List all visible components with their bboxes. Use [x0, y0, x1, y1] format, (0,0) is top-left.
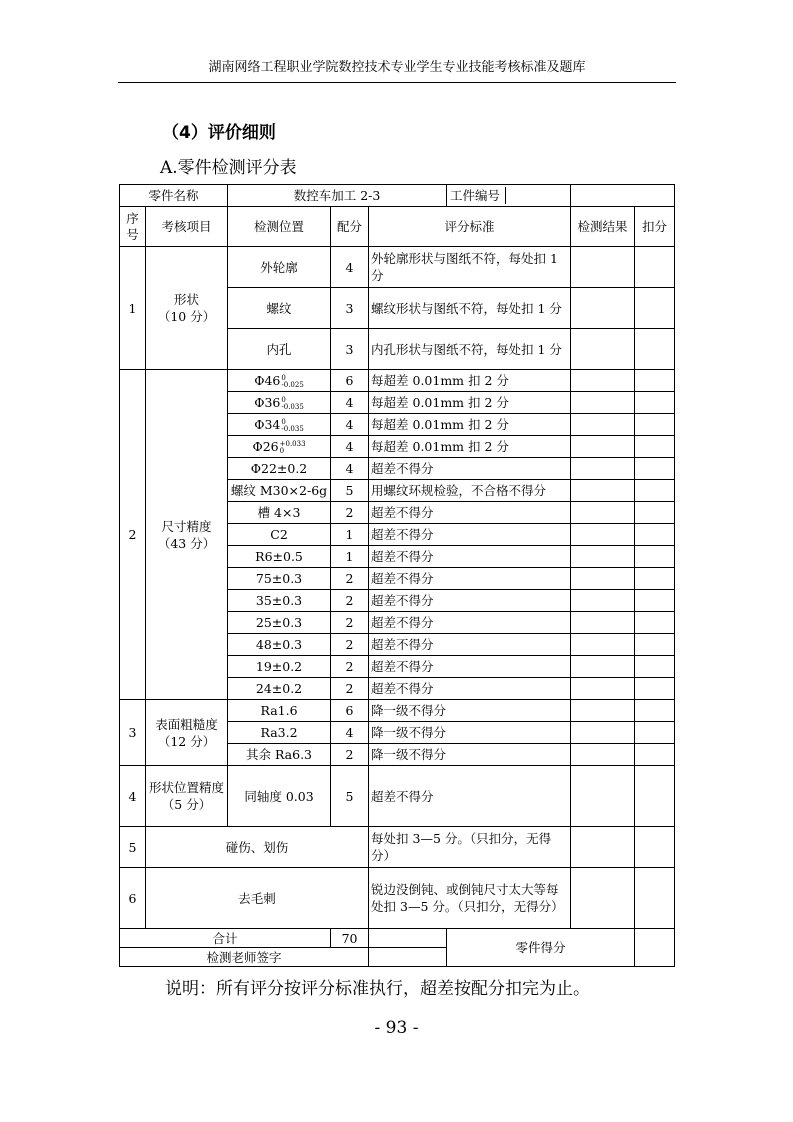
row-deduct[interactable] [635, 766, 675, 827]
row-result[interactable] [571, 288, 635, 329]
page-number: - 93 - [374, 1018, 419, 1038]
row-deduct[interactable] [635, 634, 675, 656]
row-position-text: Φ22±0.2 [250, 461, 308, 476]
row-deduct[interactable] [635, 458, 675, 480]
row-position [228, 656, 331, 678]
row-item [146, 766, 228, 827]
row-position-text: 48±0.3 [255, 637, 303, 652]
row-position-text: 槽 4×3 [257, 505, 301, 520]
row-deduct[interactable] [635, 612, 675, 634]
row-item: 碰伤、划伤 [146, 827, 369, 868]
work-no-label [447, 185, 571, 207]
row-result[interactable] [571, 458, 635, 480]
row-result[interactable] [571, 524, 635, 546]
row-item-name: 表面粗糙度 [155, 716, 218, 732]
row-deduct[interactable] [635, 744, 675, 766]
row-position [228, 414, 331, 436]
work-no-label-text: 工件编号 [447, 187, 507, 204]
row-score: 2 [331, 568, 369, 590]
tolerance-upper: +0.033 [279, 439, 306, 448]
row-result[interactable] [571, 612, 635, 634]
row-score: 4 [331, 722, 369, 744]
row-result[interactable] [571, 868, 635, 929]
row-standard: 降一级不得分 [369, 744, 571, 766]
table-row [120, 868, 675, 929]
row-result[interactable] [571, 392, 635, 414]
row-score: 4 [331, 436, 369, 458]
header-standard: 评分标准 [369, 207, 571, 247]
row-score: 3 [331, 288, 369, 329]
row-deduct[interactable] [635, 568, 675, 590]
row-standard: 超差不得分 [369, 766, 571, 827]
tolerance [281, 419, 303, 433]
row-position [228, 634, 331, 656]
row-result[interactable] [571, 568, 635, 590]
row-standard: 外轮廓形状与图纸不符，每处扣 1 分 [369, 247, 571, 288]
row-standard: 每超差 0.01mm 扣 2 分 [369, 392, 571, 414]
table-row [120, 700, 675, 722]
row-deduct[interactable] [635, 868, 675, 929]
row-position-text: 其余 Ra6.3 [246, 747, 313, 762]
row-standard: 内孔形状与图纸不符，每处扣 1 分 [369, 329, 571, 370]
row-position-text: 螺纹 M30×2-6g [230, 483, 328, 498]
row-deduct[interactable] [635, 480, 675, 502]
row-item-name: 形状 [174, 292, 200, 307]
row-score: 6 [331, 700, 369, 722]
row-result[interactable] [571, 634, 635, 656]
header-score: 配分 [331, 207, 369, 247]
table-row [120, 247, 675, 288]
row-standard: 超差不得分 [369, 634, 571, 656]
row-position [228, 678, 331, 700]
row-deduct[interactable] [635, 502, 675, 524]
subsection-title: A.零件检测评分表 [160, 158, 297, 178]
row-seq: 3 [120, 700, 146, 766]
part-score-value[interactable] [635, 929, 675, 967]
total-blank [369, 929, 447, 948]
row-position-text: 25±0.3 [255, 615, 303, 630]
row-standard: 每超差 0.01mm 扣 2 分 [369, 370, 571, 392]
row-standard: 降一级不得分 [369, 722, 571, 744]
row-standard: 超差不得分 [369, 546, 571, 568]
row-position-text: 内孔 [266, 341, 292, 357]
row-score: 3 [331, 329, 369, 370]
row-position-text: 75±0.3 [255, 571, 303, 586]
row-result[interactable] [571, 414, 635, 436]
total-row [120, 929, 675, 948]
row-standard: 超差不得分 [369, 678, 571, 700]
row-position [228, 502, 331, 524]
tolerance [280, 441, 306, 455]
row-seq: 5 [120, 827, 146, 868]
row-standard: 每处扣 3—5 分。（只扣分，无得分） [369, 827, 571, 868]
part-name-label: 零件名称 [120, 185, 228, 207]
row-position-text: R6±0.5 [255, 549, 303, 564]
row-standard: 超差不得分 [369, 524, 571, 546]
header-position: 检测位置 [228, 207, 331, 247]
row-standard: 超差不得分 [369, 502, 571, 524]
row-score: 1 [331, 546, 369, 568]
tolerance-lower: 0 [279, 446, 285, 455]
row-position-text: Ra1.6 [260, 703, 298, 718]
row-item-points: （10 分） [157, 309, 216, 324]
tolerance [281, 397, 303, 411]
row-result[interactable] [571, 480, 635, 502]
part-score-label: 零件得分 [447, 929, 635, 967]
row-standard: 超差不得分 [369, 656, 571, 678]
row-item-name: 尺寸精度 [161, 518, 212, 534]
row-score: 2 [331, 678, 369, 700]
row-result[interactable] [571, 370, 635, 392]
row-standard: 锐边没倒钝、或倒钝尺寸太大等每处扣 3—5 分。（只扣分，无得分） [369, 868, 571, 929]
row-deduct[interactable] [635, 524, 675, 546]
header-row [120, 207, 675, 247]
row-score: 2 [331, 744, 369, 766]
row-score: 6 [331, 370, 369, 392]
row-standard: 每超差 0.01mm 扣 2 分 [369, 436, 571, 458]
row-score: 2 [331, 590, 369, 612]
row-score: 2 [331, 612, 369, 634]
row-result[interactable] [571, 502, 635, 524]
row-item [146, 370, 228, 700]
row-deduct[interactable] [635, 414, 675, 436]
row-position [228, 568, 331, 590]
row-score: 4 [331, 414, 369, 436]
row-result[interactable] [571, 722, 635, 744]
row-score: 4 [331, 392, 369, 414]
row-deduct[interactable] [635, 247, 675, 288]
row-position-text: 35±0.3 [255, 593, 303, 608]
row-position-text: Φ34 [254, 417, 281, 432]
row-position [228, 612, 331, 634]
row-position-text: Φ26 [252, 439, 279, 454]
row-deduct[interactable] [635, 436, 675, 458]
tolerance-upper: 0 [281, 373, 286, 382]
row-item-points: （43 分） [157, 535, 216, 551]
row-position [228, 329, 331, 370]
row-seq: 6 [120, 868, 146, 929]
row-result[interactable] [571, 678, 635, 700]
row-deduct[interactable] [635, 392, 675, 414]
row-deduct[interactable] [635, 678, 675, 700]
row-score: 2 [331, 656, 369, 678]
row-deduct[interactable] [635, 827, 675, 868]
row-result[interactable] [571, 436, 635, 458]
row-item [146, 247, 228, 370]
row-score: 4 [331, 458, 369, 480]
row-position [228, 247, 331, 288]
table-row [120, 370, 675, 392]
work-no-value[interactable] [571, 185, 675, 207]
scoring-table [119, 184, 675, 967]
page-header: 湖南网络工程职业学院数控技术专业学生专业技能考核标准及题库 [208, 60, 586, 75]
header-rule [118, 82, 676, 83]
row-position-text: Φ46 [254, 373, 281, 388]
row-score: 2 [331, 502, 369, 524]
row-result[interactable] [571, 546, 635, 568]
row-position [228, 436, 331, 458]
row-seq: 4 [120, 766, 146, 827]
footnote: 说明：所有评分按评分标准执行，超差按配分扣完为止。 [165, 979, 590, 999]
row-position [228, 392, 331, 414]
total-value: 70 [331, 929, 369, 948]
row-position-text: 螺纹 [266, 300, 292, 316]
row-result[interactable] [571, 700, 635, 722]
table-row [120, 827, 675, 868]
total-label: 合计 [120, 929, 331, 948]
tolerance [281, 375, 303, 389]
row-result[interactable] [571, 329, 635, 370]
row-item-points: （5 分） [161, 797, 212, 812]
row-deduct[interactable] [635, 700, 675, 722]
row-position-text: Ra3.2 [260, 725, 298, 740]
part-name-value: 数控车加工 2-3 [228, 185, 447, 207]
tolerance-lower: -0.035 [281, 402, 304, 411]
row-position [228, 700, 331, 722]
row-item: 去毛刺 [146, 868, 369, 929]
row-position [228, 288, 331, 329]
header-deduct: 扣分 [635, 207, 675, 247]
row-deduct[interactable] [635, 370, 675, 392]
row-seq: 1 [120, 247, 146, 370]
row-standard: 超差不得分 [369, 590, 571, 612]
row-result[interactable] [571, 827, 635, 868]
row-position-text: C2 [270, 527, 288, 542]
row-position-text: 19±0.2 [255, 659, 303, 674]
row-position-text: 同轴度 0.03 [244, 788, 314, 804]
row-deduct[interactable] [635, 546, 675, 568]
part-info-row [120, 185, 675, 207]
row-position-text: 24±0.2 [255, 681, 303, 696]
row-standard: 用螺纹环规检验，不合格不得分 [369, 480, 571, 502]
row-result[interactable] [571, 590, 635, 612]
row-deduct[interactable] [635, 329, 675, 370]
row-score: 5 [331, 480, 369, 502]
row-item [146, 700, 228, 766]
row-deduct[interactable] [635, 656, 675, 678]
row-position [228, 744, 331, 766]
signature-value[interactable] [369, 948, 447, 967]
signature-label: 检测老师签字 [120, 948, 369, 967]
row-standard: 每超差 0.01mm 扣 2 分 [369, 414, 571, 436]
row-standard: 超差不得分 [369, 458, 571, 480]
row-position [228, 524, 331, 546]
header-result: 检测结果 [571, 207, 635, 247]
row-result[interactable] [571, 744, 635, 766]
tolerance-lower: -0.025 [281, 380, 304, 389]
row-result[interactable] [571, 247, 635, 288]
tolerance-upper: 0 [281, 417, 286, 426]
header-item: 考核项目 [146, 207, 228, 247]
section-title: （4）评价细则 [162, 123, 276, 143]
row-score: 4 [331, 247, 369, 288]
row-position [228, 546, 331, 568]
row-result[interactable] [571, 656, 635, 678]
row-standard: 降一级不得分 [369, 700, 571, 722]
row-item-points: （12 分） [157, 733, 216, 749]
row-item-name: 形状位置精度 [149, 780, 225, 795]
row-score: 1 [331, 524, 369, 546]
row-position [228, 722, 331, 744]
row-deduct[interactable] [635, 288, 675, 329]
row-standard: 螺纹形状与图纸不符，每处扣 1 分 [369, 288, 571, 329]
tolerance-lower: -0.035 [281, 424, 304, 433]
row-standard: 超差不得分 [369, 612, 571, 634]
row-position [228, 766, 331, 827]
row-score: 5 [331, 766, 369, 827]
row-standard: 超差不得分 [369, 568, 571, 590]
row-deduct[interactable] [635, 590, 675, 612]
row-score: 2 [331, 634, 369, 656]
row-position [228, 458, 331, 480]
table-row [120, 766, 675, 827]
header-seq: 序号 [120, 207, 146, 247]
row-position-text: 外轮廓 [260, 259, 298, 275]
row-seq: 2 [120, 370, 146, 700]
row-position [228, 370, 331, 392]
row-result[interactable] [571, 766, 635, 827]
tolerance-upper: 0 [281, 395, 286, 404]
row-deduct[interactable] [635, 722, 675, 744]
row-position [228, 590, 331, 612]
row-position [228, 480, 331, 502]
row-position-text: Φ36 [254, 395, 281, 410]
